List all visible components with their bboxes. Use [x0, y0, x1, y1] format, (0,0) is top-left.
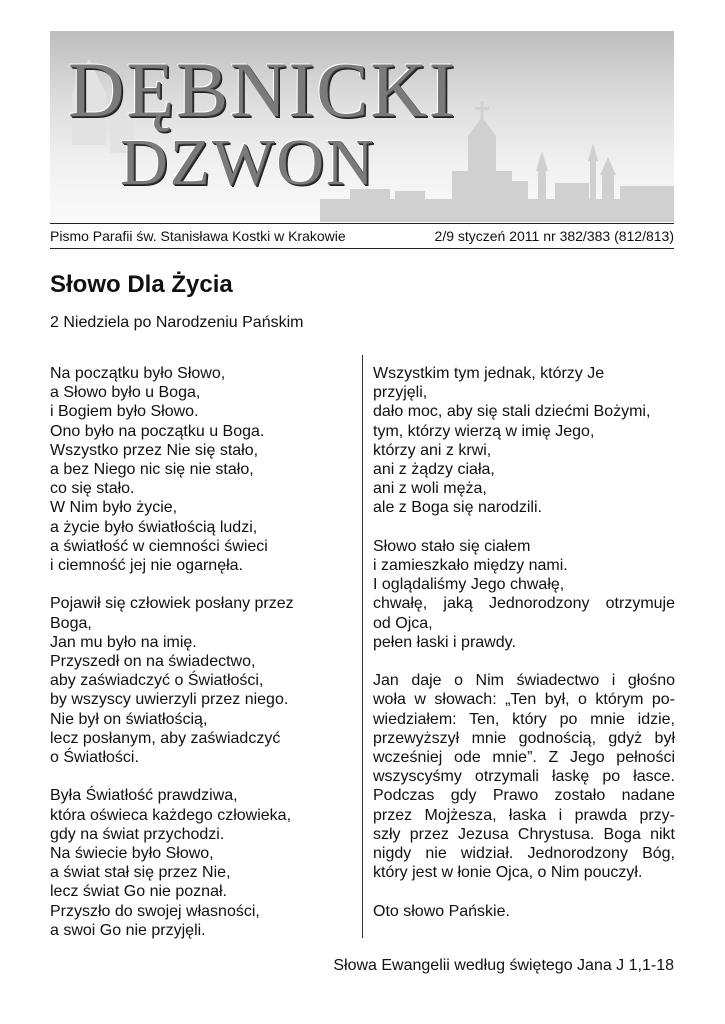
text-line: woła w słowach: „Ten był, o którym po-: [373, 691, 675, 709]
text-line: gdy na świat przychodzi.: [50, 825, 225, 843]
gospel-source: Słowa Ewangelii według świętego Jana J 1,1-18: [333, 957, 674, 974]
text-line: który jest w łonie Ojca, o Nim pouczył.: [373, 864, 643, 882]
text-line: ale z Boga się narodzili.: [373, 499, 542, 517]
stanza: [50, 364, 340, 575]
text-line: Przyszedł on na świadectwo,: [50, 653, 256, 671]
right-column: [373, 364, 675, 940]
text-line: co się stało.: [50, 480, 135, 498]
text-line: dało moc, aby się stali dziećmi Bożymi,: [373, 403, 651, 421]
text-line: Pojawił się człowiek posłany przez: [50, 595, 294, 613]
stanza: [373, 537, 675, 652]
text-line: Oto słowo Pańskie.: [373, 902, 510, 920]
text-line: lecz świat Go nie poznał.: [50, 883, 227, 901]
text-line: a Słowo było u Boga,: [50, 384, 201, 402]
text-line: a swoi Go nie przyjęli.: [50, 921, 206, 939]
text-line: przewyższył mnie godnością, gdyż był: [373, 729, 675, 747]
text-line: Nie był on światłością,: [50, 710, 208, 728]
text-line: I oglądaliśmy Jego chwałę,: [373, 576, 565, 594]
text-line: przyjęli,: [373, 384, 428, 402]
text-line: którzy ani z krwi,: [373, 441, 492, 459]
text-line: i zamieszkało między nami.: [373, 557, 568, 575]
text-line: a światłość w ciemności świeci: [50, 537, 268, 555]
issue-label: 2/9 styczeń 2011 nr 382/383 (812/813): [434, 228, 674, 244]
text-line: od Ojca,: [373, 614, 433, 632]
stanza: [50, 594, 340, 767]
text-line: chwałę, jaką Jednorodzony otrzymuje: [373, 595, 675, 613]
text-line: Jan daje o Nim świadectwo i głośno: [373, 672, 675, 690]
text-line: tym, którzy wierzą w imię Jego,: [373, 422, 595, 440]
article-subtitle: 2 Niedziela po Narodzeniu Pańskim: [50, 314, 304, 331]
text-line: Boga,: [50, 614, 92, 632]
article-title: Słowo Dla Życia: [50, 271, 233, 298]
text-line: Wszystkim tym jednak, którzy Je: [373, 365, 605, 382]
text-line: by wszyscy uwierzyli przez niego.: [50, 691, 289, 709]
text-line: lecz posłanym, aby zaświadczyć: [50, 729, 281, 747]
text-line: która oświeca każdego człowieka,: [50, 806, 292, 824]
text-line: Na początku było Słowo,: [50, 365, 226, 382]
text-line: nigdy nie widział. Jednorodzony Bóg,: [373, 845, 675, 863]
text-line: Wszystko przez Nie się stało,: [50, 441, 259, 459]
text-line: wiedziałem: Ten, który po mnie idzie,: [373, 710, 675, 728]
masthead: [50, 31, 674, 222]
text-line: ani z żądzy ciała,: [373, 461, 495, 479]
masthead-title-line1: DĘBNICKI: [68, 46, 457, 133]
text-line: aby zaświadczyć o Światłości,: [50, 672, 264, 690]
text-line: Słowo stało się ciałem: [373, 537, 531, 555]
text-line: ani z woli męża,: [373, 480, 487, 498]
text-line: Podczas gdy Prawo zostało nadane: [373, 787, 675, 805]
text-line: Na świecie było Słowo,: [50, 845, 214, 863]
issue-info-bar: [50, 223, 674, 249]
stanza: [50, 786, 340, 940]
masthead-title-line2: DZWON: [120, 126, 376, 199]
left-column: [50, 364, 340, 959]
text-line: przez Mojżesza, łaska i prawda przy-: [373, 806, 675, 824]
text-line: a świat stał się przez Nie,: [50, 864, 231, 882]
text-line: o Światłości.: [50, 749, 139, 767]
text-line: Jan mu było na imię.: [50, 633, 197, 651]
column-divider: [362, 355, 363, 938]
closing-line: [373, 902, 675, 921]
text-line: Ono było na początku u Boga.: [50, 422, 265, 440]
text-line: a życie było światłością ludzi,: [50, 518, 258, 536]
prose-paragraph: [373, 671, 675, 882]
text-line: wcześniej ode mnie”. Z Jego pełności: [373, 749, 675, 767]
text-line: wszyscyśmy otrzymali łaskę po łasce.: [373, 768, 675, 786]
text-line: i Bogiem było Słowo.: [50, 403, 199, 421]
text-line: pełen łaski i prawdy.: [373, 633, 516, 651]
text-line: szły przez Jezusa Chrystusa. Boga nikt: [373, 825, 675, 843]
text-line: Przyszło do swojej własności,: [50, 902, 260, 920]
text-line: a bez Niego nic się nie stało,: [50, 461, 254, 479]
stanza: [373, 364, 675, 518]
text-line: i ciemność jej nie ogarnęła.: [50, 557, 243, 575]
text-line: W Nim było życie,: [50, 499, 178, 517]
text-line: Była Światłość prawdziwa,: [50, 787, 238, 805]
publisher-label: Pismo Parafii św. Stanisława Kostki w Krakowie: [50, 228, 346, 244]
